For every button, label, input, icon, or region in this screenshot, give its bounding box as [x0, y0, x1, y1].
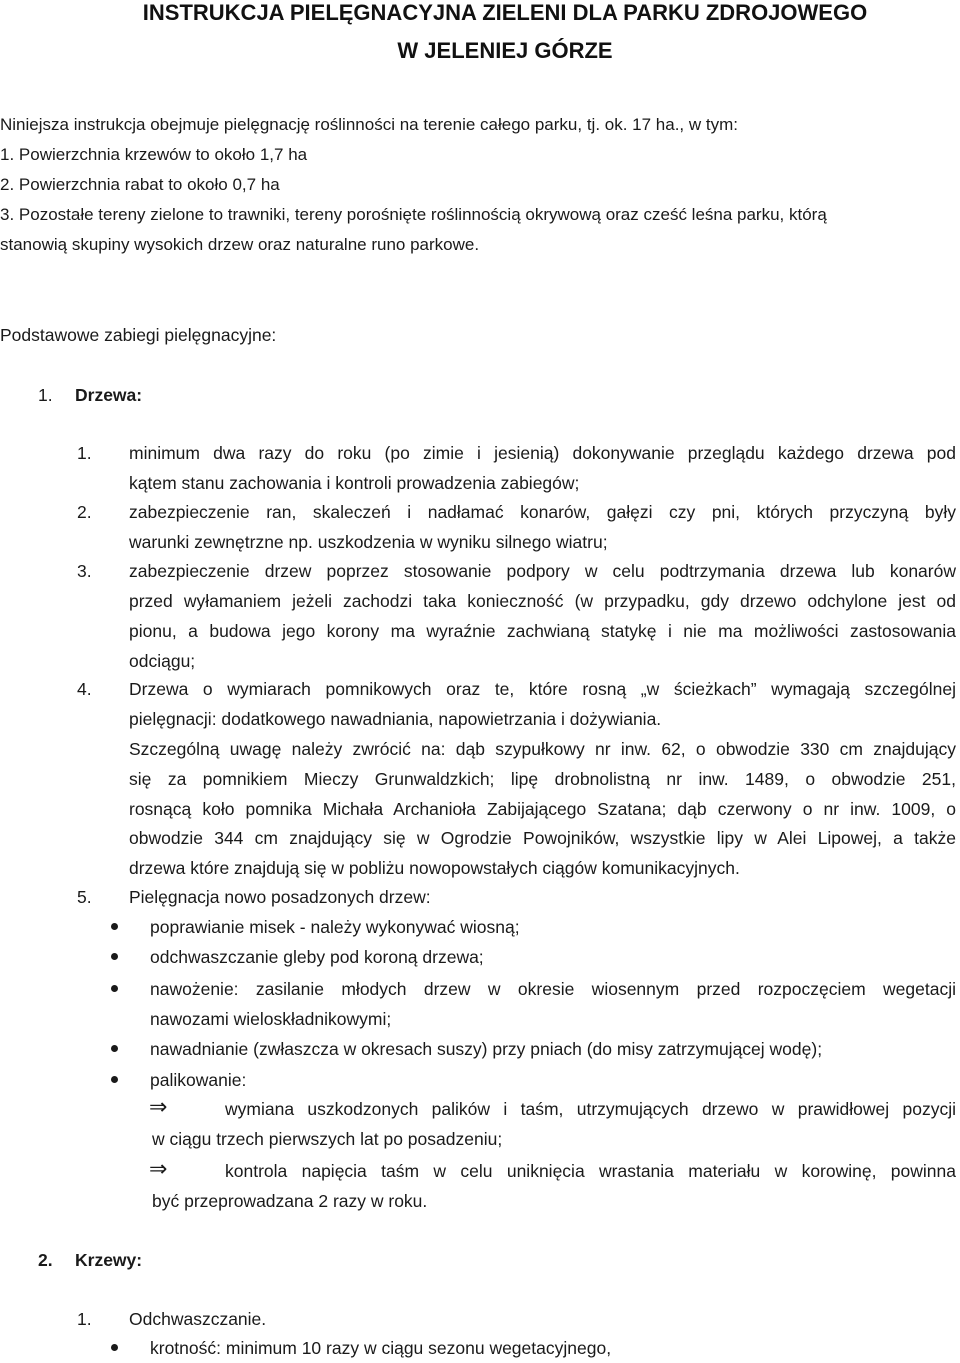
item-number: 2. — [77, 502, 92, 522]
intro-line: 1. Powierzchnia krzewów to około 1,7 ha — [0, 145, 308, 164]
section-heading: Krzewy: — [75, 1250, 143, 1270]
section-number: 1. — [38, 385, 53, 405]
intro-line: 3. Pozostałe tereny zielone to trawniki, tereny porośnięte roślinnością okrywową oraz cześć leśna parku, którą — [0, 205, 827, 224]
arrow-text-line: wymiana uszkodzonych palików i taśm, utrzymujących drzewo w prawidłowej pozycji — [225, 1099, 956, 1119]
item-text-line: kątem stanu zachowania i kontroli prowadzenia zabiegów; — [129, 473, 580, 493]
intro-line: Niniejsza instrukcja obejmuje pielęgnację roślinności na terenie całego parku, tj. ok. 17 ha., w tym: — [0, 115, 738, 134]
bullet-dot-icon — [111, 1344, 118, 1351]
section-heading: Drzewa: — [75, 385, 143, 405]
item-text-line: zabezpieczenie ran, skaleczeń i nadłamać konarów, gałęzi czy pni, których przyczyną były — [129, 502, 956, 522]
section-number: 2. — [38, 1250, 53, 1270]
item-text-line: obwodzie 344 cm znajdujący się w Ogrodzie Powojników, wszystkie lipy w Alei Lipowej, a także — [129, 828, 956, 848]
intro-line: stanowią skupiny wysokich drzew oraz naturalne runo parkowe. — [0, 235, 480, 254]
item-text-line: Pielęgnacja nowo posadzonych drzew: — [129, 887, 431, 907]
bullet-text-line: nawozami wieloskładnikowymi; — [150, 1009, 392, 1029]
item-text-line: Szczególną uwagę należy zwrócić na: dąb szypułkowy nr inw. 62, o obwodzie 330 cm znajdujący — [129, 739, 956, 759]
item-number: 3. — [77, 561, 92, 581]
item-text-line: pionu, a budowa jego korony ma wyraźnie zachwianą statykę i nie ma możliwości zastosowania — [129, 621, 956, 641]
bullet-dot-icon — [111, 1045, 118, 1052]
item-number: 5. — [77, 887, 92, 907]
bullet-text-line: nawadnianie (zwłaszcza w okresach suszy) przy pniach (do misy zatrzymującej wodę); — [150, 1039, 823, 1059]
item-number: 4. — [77, 679, 92, 699]
item-text-line: drzewa które znajdują się w pobliżu nowopowstałych ciągów komunikacyjnych. — [129, 858, 740, 878]
arrow-text-line: w ciągu trzech pierwszych lat po posadzeniu; — [152, 1129, 503, 1149]
bullet-text-line: odchwaszczanie gleby pod koroną drzewa; — [150, 947, 484, 967]
item-number: 1. — [77, 1309, 92, 1329]
document-title-line-1: INSTRUKCJA PIELĘGNACYJNA ZIELENI DLA PARKU ZDROJOWEGO — [142, 0, 868, 25]
item-text-line: odciągu; — [129, 651, 196, 671]
item-text-line: rosnącą koło pomnika Michała Archanioła Zabijającego Szatana; dąb czerwony o nr inw. 1009, o — [129, 799, 956, 819]
item-text-line: zabezpieczenie drzew poprzez stosowanie podpory w celu podtrzymania drzewa lub konarów — [129, 561, 956, 581]
intro-line: 2. Powierzchnia rabat to około 0,7 ha — [0, 175, 280, 194]
bullet-dot-icon — [111, 923, 118, 930]
arrow-text-line: kontrola napięcia taśm w celu uniknięcia wrastania materiału w korowinę, powinna — [225, 1161, 956, 1181]
item-text-line: Drzewa o wymiarach pomnikowych oraz te, które rosną „w ścieżkach” wymagają szczególnej — [129, 679, 956, 699]
item-text-line: Odchwaszczanie. — [129, 1309, 267, 1329]
item-text-line: się za pomnikiem Mieczy Grunwaldzkich; lipę drobnolistną nr inw. 1489, o obwodzie 251, — [129, 769, 956, 789]
item-text-line: pielęgnacji: dodatkowego nawadniania, napowietrzania i dożywiania. — [129, 709, 662, 729]
subheading: Podstawowe zabiegi pielęgnacyjne: — [0, 325, 277, 345]
item-text-line: minimum dwa razy do roku (po zimie i jesienią) dokonywanie przeglądu każdego drzewa pod — [129, 443, 956, 463]
bullet-dot-icon — [111, 1076, 118, 1083]
item-text-line: warunki zewnętrzne np. uszkodzenia w wyniku silnego wiatru; — [129, 532, 608, 552]
arrow-text-line: być przeprowadzana 2 razy w roku. — [152, 1191, 428, 1211]
double-arrow-icon: ⇒ — [149, 1157, 168, 1182]
double-arrow-icon: ⇒ — [149, 1095, 168, 1120]
bullet-dot-icon — [111, 985, 118, 992]
bullet-text-line: palikowanie: — [150, 1070, 247, 1090]
bullet-dot-icon — [111, 953, 118, 960]
bullet-text-line: poprawianie misek - należy wykonywać wiosną; — [150, 917, 520, 937]
document-title-line-2: W JELENIEJ GÓRZE — [397, 38, 613, 63]
item-text-line: przed wyłamaniem jeżeli zachodzi taka konieczność (w przypadku, gdy drzewo odchylone jest od — [129, 591, 956, 611]
bullet-text-line: nawożenie: zasilanie młodych drzew w okresie wiosennym przed rozpoczęciem wegetacji — [150, 979, 956, 999]
bullet-text-line: krotność: minimum 10 razy w ciągu sezonu wegetacyjnego, — [150, 1338, 612, 1358]
item-number: 1. — [77, 443, 92, 463]
